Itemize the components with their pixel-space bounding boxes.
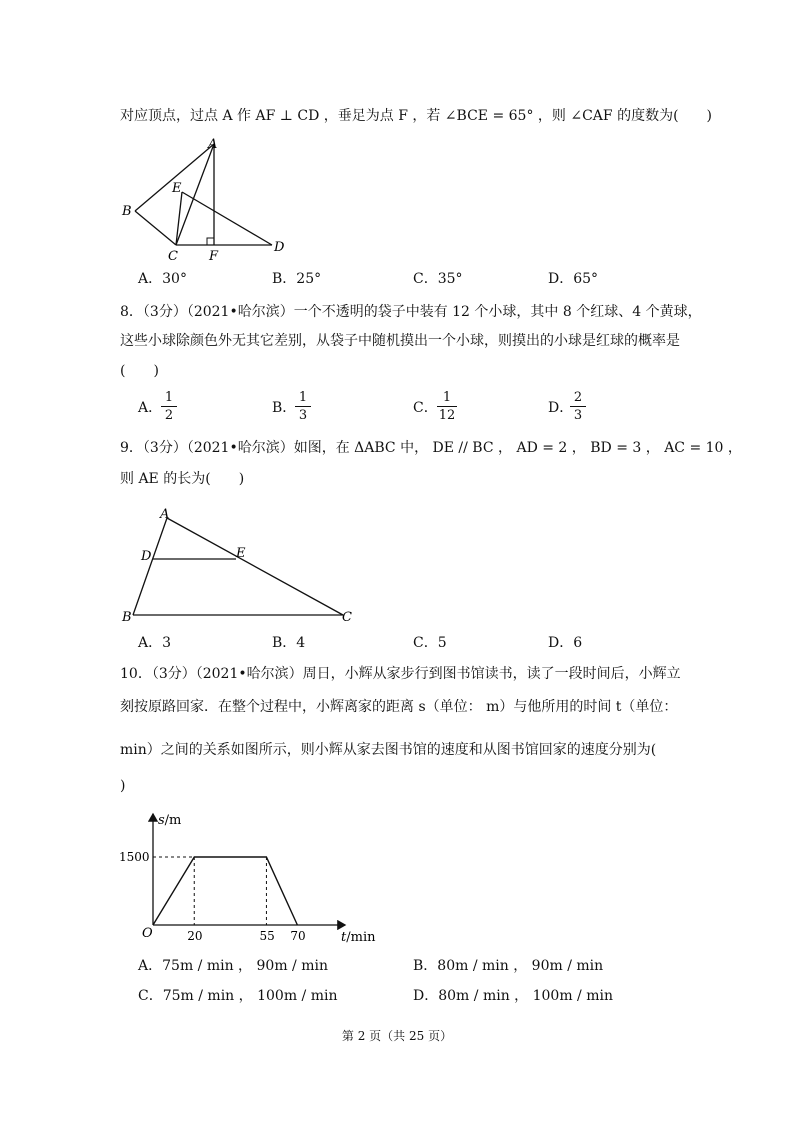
label-B: B xyxy=(122,204,132,219)
label-B: B xyxy=(122,610,132,625)
q8-option-c-fraction: 1 12 xyxy=(438,390,456,423)
q7-option-b[interactable]: B．25° xyxy=(272,271,322,287)
y-axis-label: s/m xyxy=(158,813,182,828)
q8-option-b-fraction: 1 3 xyxy=(295,390,311,423)
x-axis-label: t/min xyxy=(341,930,376,945)
q9-line-1: 9．（3分）（2021•哈尔滨）如图，在 ΔABC 中， DE // BC ， AD = 2 ， BD = 3 ， AC = 10 ， xyxy=(120,440,742,456)
series-line xyxy=(153,857,297,925)
q9-line-2: 则 AE 的长为( ) xyxy=(120,471,245,487)
q9-figure xyxy=(115,503,375,633)
label-F: F xyxy=(209,249,219,264)
q7-option-c[interactable]: C．35° xyxy=(413,271,463,287)
label-C: C xyxy=(342,610,352,625)
q10-option-c[interactable]: C．75m / min ， 100m / min xyxy=(138,988,338,1004)
seg-AB xyxy=(133,518,167,615)
page-footer: 第 2 页（共 25 页） xyxy=(341,1029,453,1043)
q8-line-1: 8．（3分）（2021•哈尔滨）一个不透明的袋子中装有 12 个小球，其中 8 个红球、4 个黄球， xyxy=(120,304,702,320)
q10-option-a[interactable]: A．75m / min ， 90m / min xyxy=(138,958,328,974)
x-tick-label: 20 xyxy=(187,929,203,943)
q8-line-3: ( ) xyxy=(120,363,159,379)
seg-ED xyxy=(182,192,272,245)
q10-option-b[interactable]: B．80m / min ， 90m / min xyxy=(413,958,604,974)
seg-BC xyxy=(135,211,176,245)
q10-line-4: ) xyxy=(120,778,126,794)
right-angle-mark xyxy=(207,238,214,245)
label-E: E xyxy=(172,181,182,196)
q9-option-d[interactable]: D．6 xyxy=(548,635,583,651)
q7-option-d[interactable]: D．65° xyxy=(548,271,599,287)
q10-line-1: 10．（3分）（2021•哈尔滨）周日，小辉从家步行到图书馆读书，读了一段时间后，小辉立 xyxy=(120,666,681,682)
seg-BA xyxy=(135,144,214,211)
q8-option-a-fraction: 1 2 xyxy=(161,390,177,423)
seg-AC xyxy=(167,518,343,615)
q7-figure xyxy=(110,134,410,264)
q10-option-d[interactable]: D．80m / min ， 100m / min xyxy=(413,988,613,1004)
label-E: E xyxy=(236,546,246,561)
q8-option-d-letter[interactable]: D． xyxy=(548,400,574,416)
y-tick-label: 1500 xyxy=(119,850,150,864)
x-tick-label: 70 xyxy=(290,929,306,943)
label-A: A xyxy=(208,137,218,152)
q8-line-2: 这些小球除颜色外无其它差别，从袋子中随机摸出一个小球，则摸出的小球是红球的概率是 xyxy=(120,333,680,349)
q7-option-a[interactable]: A．30° xyxy=(138,271,187,287)
distance-time-chart xyxy=(110,808,376,948)
q8-option-d-fraction: 2 3 xyxy=(570,390,586,423)
label-D: D xyxy=(141,549,152,564)
q8-option-c-letter[interactable]: C． xyxy=(413,400,438,416)
q8-option-a-letter[interactable]: A． xyxy=(138,400,163,416)
label-D: D xyxy=(274,240,285,255)
origin-label: O xyxy=(142,926,153,941)
q9-option-a[interactable]: A．3 xyxy=(138,635,172,651)
q10-line-3: min）之间的关系如图所示，则小辉从家去图书馆的速度和从图书馆回家的速度分别为( xyxy=(120,742,657,758)
label-A: A xyxy=(160,507,170,522)
q9-option-c[interactable]: C．5 xyxy=(413,635,447,651)
q7-stem: 对应顶点，过点 A 作 AF ⊥ CD ，垂足为点 F ，若 ∠BCE = 65° ，则 ∠CAF 的度数为( ) xyxy=(120,108,712,124)
q10-line-2: 刻按原路回家．在整个过程中，小辉离家的距离 s（单位： m）与他所用的时间 t（单位： xyxy=(120,699,678,715)
q8-option-b-letter[interactable]: B． xyxy=(272,400,297,416)
x-tick-label: 55 xyxy=(259,929,275,943)
label-C: C xyxy=(168,249,178,264)
q9-option-b[interactable]: B．4 xyxy=(272,635,306,651)
